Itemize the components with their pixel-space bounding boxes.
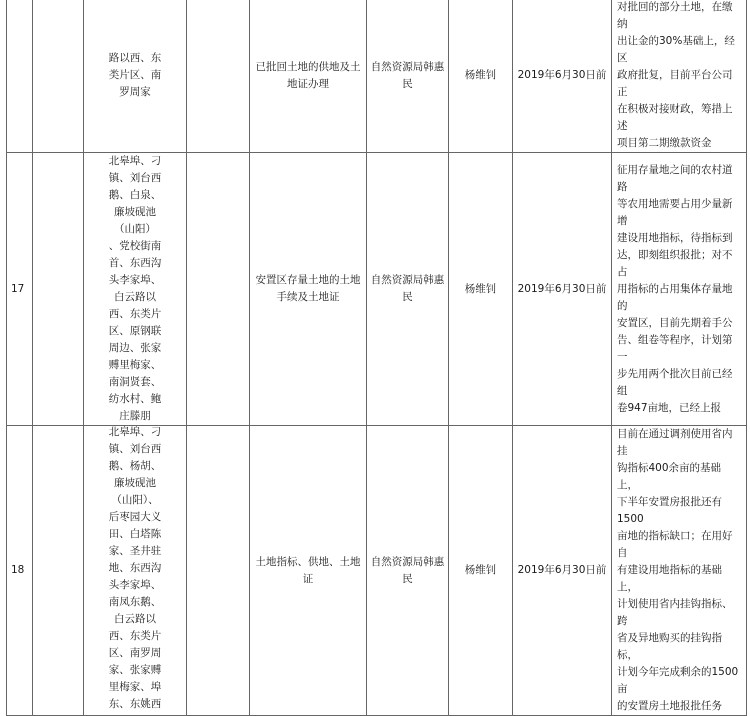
text-line: 韩惠民	[402, 555, 445, 585]
text-line: （山阳）、	[111, 494, 159, 506]
text-line: 目前在通过调剂使用省内挂	[617, 428, 733, 457]
text-line: 家、张家赙	[108, 664, 162, 676]
text-line: 下半年安置房报批还有1500	[617, 496, 722, 525]
area-cell	[84, 0, 187, 153]
responsible-unit-cell	[367, 153, 449, 426]
note-text	[617, 0, 741, 152]
deadline-cell: 2019年6月30日前	[513, 426, 612, 716]
text-line: 安置区，目前先期着手公	[617, 316, 733, 329]
text-line: 南洞贤套、	[108, 376, 162, 388]
blank-cell	[33, 0, 84, 153]
text-line: 类片区、南	[108, 69, 162, 81]
blank-cell	[187, 426, 250, 716]
blank-cell	[187, 0, 250, 153]
text-line: 北皋埠、刁	[108, 426, 162, 438]
text-line: 证	[302, 572, 314, 585]
text-line: 韩惠民	[402, 274, 445, 303]
text-line: 周边、张家	[108, 342, 162, 354]
text-line: 、党校街南	[108, 240, 162, 252]
text-line: 出让金的30%基础上，经区	[617, 35, 735, 64]
text-line: 南凤东鹅、	[108, 596, 162, 608]
text-line: 家、圣井驻	[108, 545, 162, 557]
text-line: 纺水村、鲍	[108, 393, 162, 405]
responsible-person-cell: 杨维钊	[449, 153, 513, 426]
text-line: 计划今年完成剩余的1500亩	[617, 666, 739, 695]
text-line: 自然资源局	[370, 555, 424, 568]
task-cell	[250, 153, 367, 426]
text-line: 路以西、东	[108, 52, 162, 64]
table-row	[7, 0, 747, 153]
text-line: 在积极对接财政，筹措上述	[617, 103, 733, 132]
text-line: 达，即刻组织报批；对不占	[617, 248, 733, 278]
text-line: 韩惠民	[402, 60, 445, 90]
deadline-cell: 2019年6月30日前	[513, 0, 612, 153]
note-text	[617, 162, 741, 417]
unit-text	[370, 272, 445, 306]
text-line: 镇、刘台西	[108, 443, 162, 455]
text-line: 区、南罗周	[108, 647, 162, 659]
text-line: 建设用地指标，待指标到	[617, 231, 733, 244]
responsible-person-cell: 杨维钊	[449, 426, 513, 716]
text-line: 田、白塔陈	[108, 528, 162, 540]
text-line: 对批回的部分土地，在缴纳	[617, 1, 733, 30]
text-line: 政府批复，目前平台公司正	[617, 69, 733, 98]
text-line: 廉坡砚池	[114, 206, 156, 218]
text-line: （山阳）	[114, 223, 156, 235]
table-row	[7, 153, 747, 426]
text-line: 廉坡砚池	[114, 477, 156, 489]
text-line: 地、东西沟	[108, 562, 162, 574]
text-line: 自然资源局	[370, 274, 424, 286]
text-line: 卷947亩地，已经上报	[617, 401, 722, 414]
task-text	[253, 272, 363, 306]
responsible-unit-cell	[367, 0, 449, 153]
task-cell	[250, 0, 367, 153]
row-number-cell: 17	[7, 153, 33, 426]
text-line: 西、东类片	[108, 630, 162, 642]
text-line: 钩指标400余亩的基础上，	[617, 462, 722, 491]
text-line: 头李家埠、	[108, 274, 162, 286]
text-line: 鹅、白泉、	[108, 189, 162, 201]
unit-text	[370, 59, 445, 93]
text-line: 用指标的占用集体存量地的	[617, 282, 733, 312]
text-line: 头李家埠、	[108, 579, 162, 591]
area-cell	[84, 426, 187, 716]
row-number-cell	[7, 0, 33, 153]
area-cell	[84, 153, 187, 426]
text-line: 有建设用地指标的基础上，	[617, 564, 722, 593]
text-line: 西、东类片	[108, 308, 162, 320]
task-text	[253, 554, 363, 588]
text-line: 告、组卷等程序，计划第一	[617, 333, 733, 363]
text-line: 等农用地需要占用少量新增	[617, 197, 733, 227]
table-row	[7, 426, 747, 716]
text-line: 区、原钢联	[108, 325, 162, 337]
text-line: 计划使用省内挂钩指标、跨	[617, 598, 733, 627]
note-text	[617, 426, 741, 715]
text-line: 东、东姚西	[108, 698, 162, 710]
deadline-cell: 2019年6月30日前	[513, 153, 612, 426]
text-line: 地证办理	[287, 77, 329, 90]
task-cell	[250, 426, 367, 716]
text-line: 镇、刘台西	[108, 172, 162, 184]
text-line: 项目第二期缴款资金	[617, 137, 712, 149]
text-line: 手续及土地证	[276, 291, 340, 303]
text-line: 亩地的指标缺口；在用好自	[617, 530, 733, 559]
blank-cell	[33, 153, 84, 426]
text-line: 的安置房土地报批任务	[617, 700, 722, 712]
text-line: 首、东西沟	[108, 257, 162, 269]
text-line: 自然资源局	[370, 60, 424, 73]
text-line: 北皋埠、刁	[108, 155, 162, 167]
progress-note-cell	[612, 153, 747, 426]
area-text	[87, 50, 183, 101]
text-line: 已批回土地的供地及土	[255, 60, 361, 73]
blank-cell	[187, 153, 250, 426]
task-table	[6, 0, 747, 716]
text-line: 征用存量地之间的农村道路	[617, 163, 733, 193]
text-line: 鹅、杨胡、	[108, 460, 162, 472]
text-line: 庄滕朋	[119, 410, 151, 422]
progress-note-cell	[612, 0, 747, 153]
unit-text	[370, 554, 445, 588]
responsible-person-cell: 杨维钊	[449, 0, 513, 153]
text-line: 赙里梅家、	[108, 359, 162, 371]
task-text	[253, 59, 363, 93]
area-text	[87, 426, 183, 714]
row-number-cell: 18	[7, 426, 33, 716]
text-line: 步先用两个批次目前已经组	[617, 367, 733, 397]
text-line: 白云路以	[114, 613, 156, 625]
progress-note-cell	[612, 426, 747, 716]
text-line: 罗周家	[119, 86, 151, 98]
blank-cell	[33, 426, 84, 716]
text-line: 安置区存量土地的土地	[255, 274, 361, 286]
text-line: 省及异地购买的挂钩指标，	[617, 632, 722, 661]
text-line: 土地指标、供地、土地	[255, 555, 361, 568]
text-line: 白云路以	[114, 291, 156, 303]
area-text	[87, 153, 183, 425]
text-line: 里梅家、埠	[108, 681, 162, 693]
responsible-unit-cell	[367, 426, 449, 716]
text-line: 后枣园大义	[108, 511, 162, 523]
